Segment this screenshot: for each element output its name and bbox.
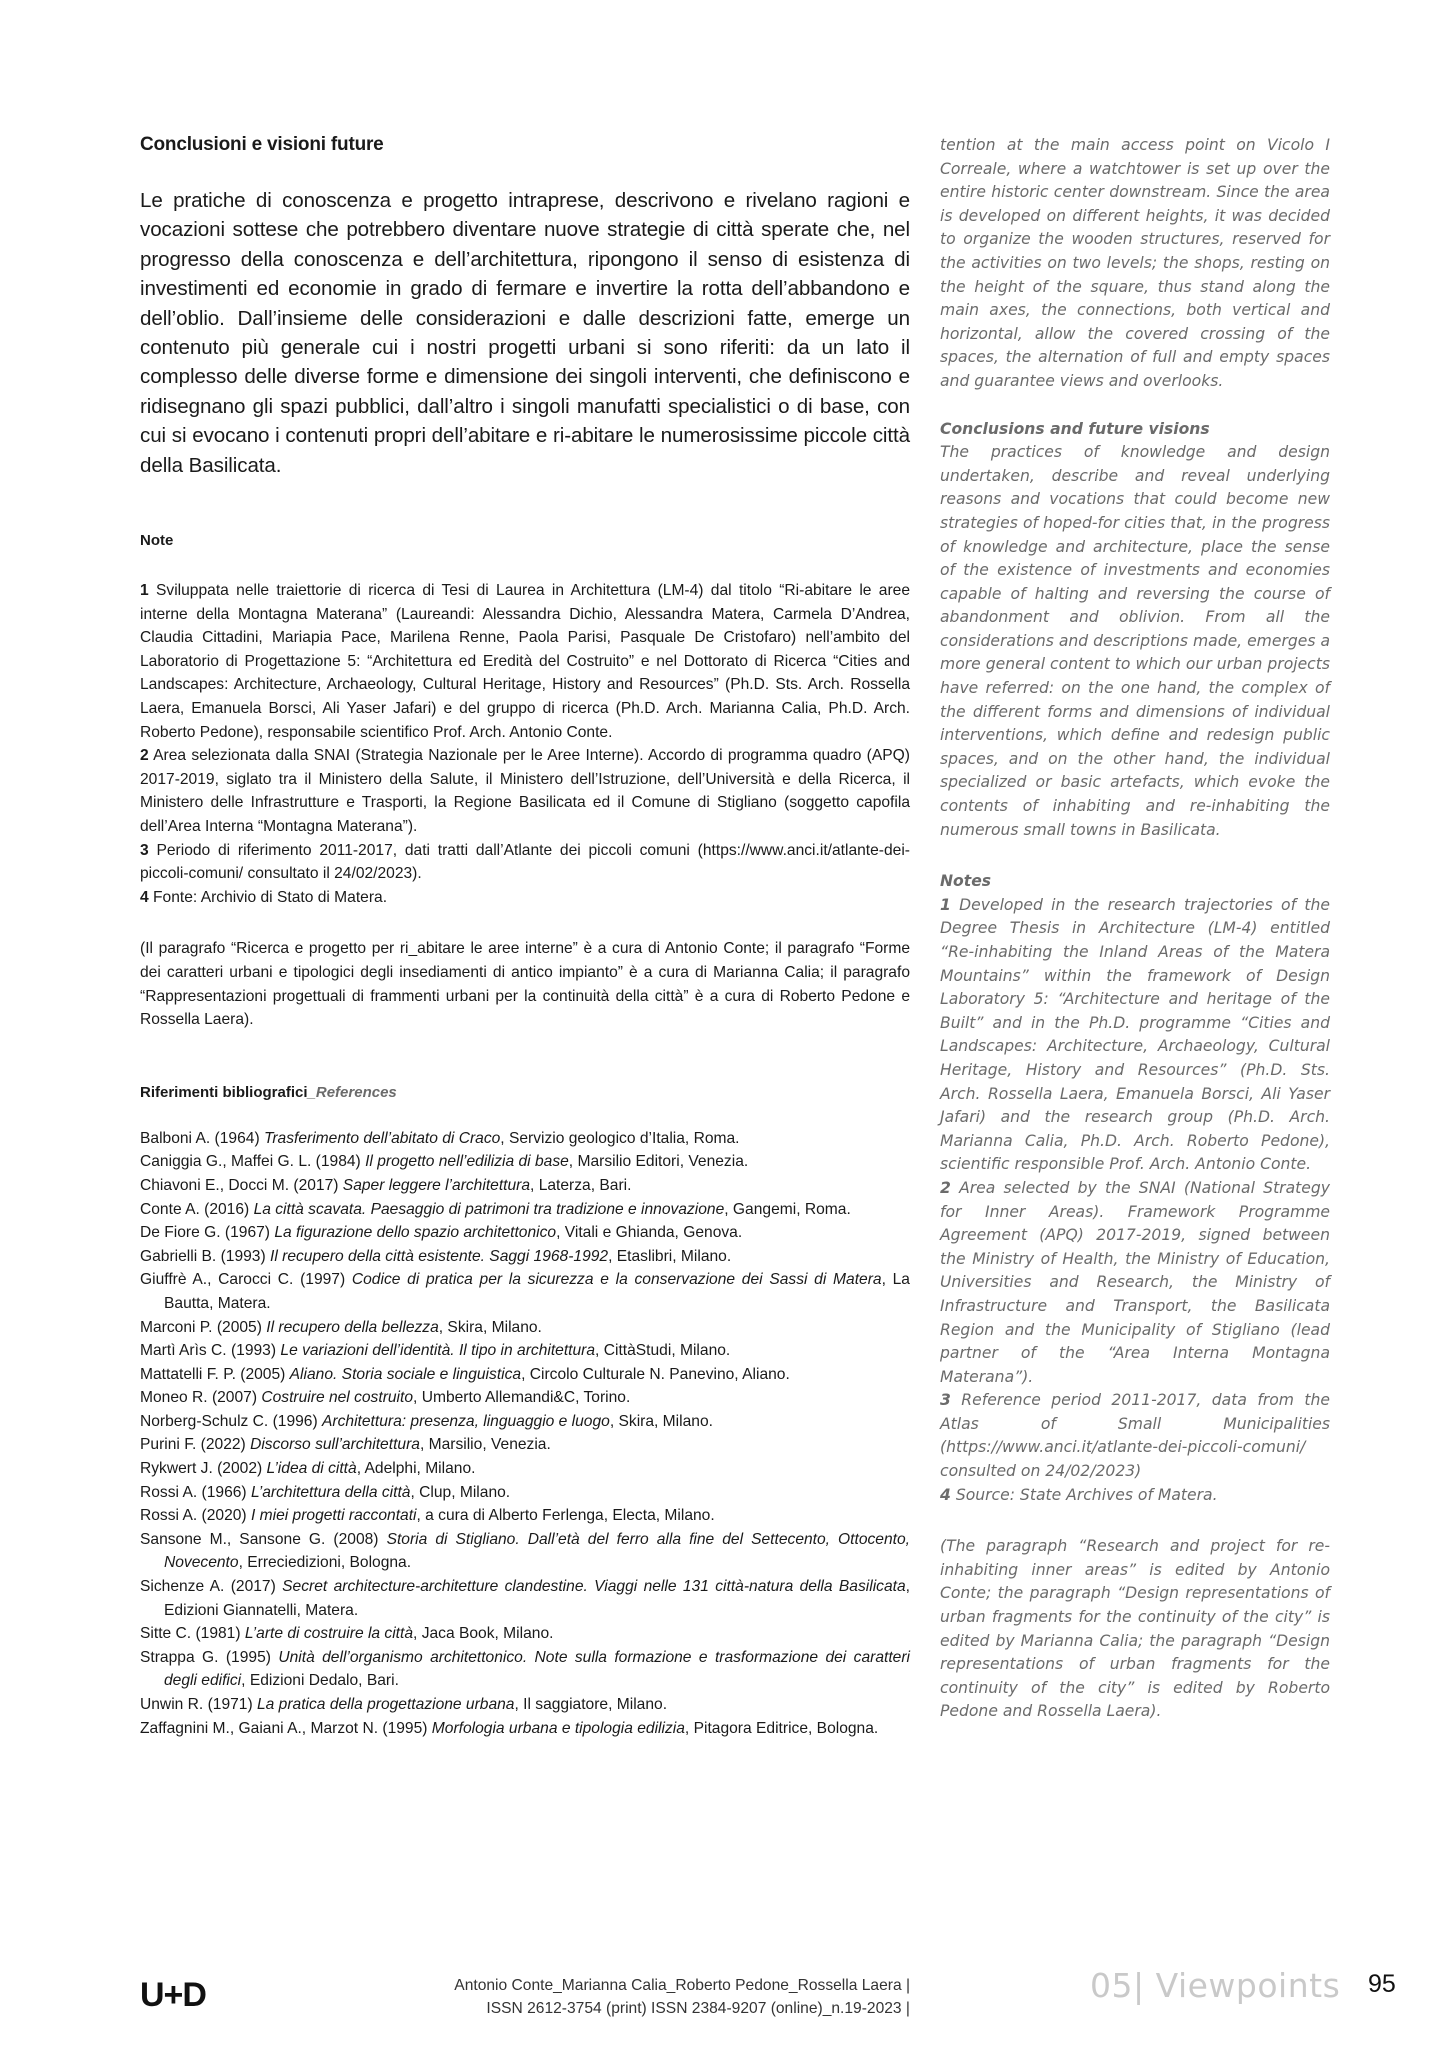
notes-list [140,579,910,909]
reference-item: Moneo R. (2007) Costruire nel costruito, Umberto Allemandi&C, Torino. [140,1389,631,1407]
reference-item: Rossi A. (2020) I miei progetti raccontati, a cura di Alberto Ferlenga, Electa, Milano. [140,1507,715,1525]
en-notes-heading: Notes [940,872,992,891]
reference-item: Chiavoni E., Docci M. (2017) Saper leggere l’architettura, Laterza, Bari. [140,1176,632,1194]
intro-paragraph: Le pratiche di conoscenza e progetto intraprese, descrivono e rivelano ragioni e vocazioni sottese che potrebbero diventare nuove strategie di città sperate che, nel progresso della conoscenza e dell’architettura, ripongono il senso di esistenza di investimenti ed economie in grado di fermare e invertire la rotta dell’abbandono e dell’oblio. Dall’insieme delle considerazioni e dalle descrizioni fatte, emerge un contenuto più generale cui i nostri progetti urbani si sono riferiti: da un lato il complesso delle diverse forme e dimensione dei singoli interventi, che definiscono e ridisegnano gli spazi pubblici, dall’altro i singoli manufatti specialistici o di base, con cui si evocano i contenuti propri dell’abitare e ri-abitare le numerosissime piccole città della Basilicata. [140,189,910,477]
reference-item: Gabrielli B. (1993) Il recupero della città esistente. Saggi 1968-1992, Etaslibri, Milano. [140,1247,732,1265]
reference-item: Strappa G. (1995) Unità dell’organismo architettonico. Note sulla formazione e trasformazione dei caratteri degli edifici, Edizioni Dedalo, Bari. [140,1648,910,1690]
en-conclusions-paragraph: The practices of knowledge and design undertaken, describe and reveal underlying reasons and vocations that could become new strategies of hoped-for cities that, in the progress of knowledge and architecture, place the sense of the existence of investments and economies capable of halting and reversing the course of abandonment and oblivion. From all the considerations and descriptions made, emerges a more general content to which our urban projects have referred: on the one hand, the complex of the different forms and dimensions of individual interventions, which define and redesign public spaces, and on the other hand, the individual specialized or basic artefacts, which evoke the contents of inhabiting and re-inhabiting the numerous small towns in Basilicata. [940,443,1331,839]
reference-item: Balboni A. (1964) Trasferimento dell’abitato di Craco, Servizio geologico d’Italia, Roma. [140,1129,740,1147]
en-note-item: 1 Developed in the research trajectories of the Degree Thesis in Architecture (LM-4) entitled “Re-inhabiting the Inland Areas of the Matera Mountains” within the framework of Design Laboratory 5: “Architecture and heritage of the Built” and in the Ph.D. programme “Cities and Landscapes: Architecture, Archaeology, Cultural Heritage, History and Resources” (Ph.D. Sts. Arch. Rossella Laera, Emanuela Borsci, Ali Yaser Jafari) and the research group (Ph.D. Arch. Marianna Calia, Ph.D. Arch. Roberto Pedone), scientific responsible Prof. Arch. Antonio Conte. [940,895,1330,1174]
reference-item: Purini F. (2022) Discorso sull’architettura, Marsilio, Venezia. [140,1436,551,1454]
references-heading: Riferimenti bibliografici_References [140,1083,397,1101]
en-conclusions-heading: Conclusions and future visions [940,419,1210,438]
reference-item: De Fiore G. (1967) La figurazione dello spazio architettonico, Vitali e Ghianda, Genova. [140,1224,743,1242]
footer-section-label: 05| Viewpoints [1090,1966,1341,2005]
note-item: 4 Fonte: Archivio di Stato di Matera. [140,888,388,906]
reference-item: Marconi P. (2005) Il recupero della bellezza, Skira, Milano. [140,1318,542,1336]
en-note-item: 2 Area selected by the SNAI (National Strategy for Inner Areas). Framework Programme Agreement (APQ) 2017-2019, signed between the Ministry of Health, the Ministry of Education, Universities and Research, the Ministry of Infrastructure and Transport, the Basilicata Region and the Municipality of Stigliano (lead partner of the “Area Interna Montagna Materana”). [940,1178,1330,1386]
section-title: Conclusioni e visioni future [140,134,384,155]
reference-item: Sitte C. (1981) L’arte di costruire la città, Jaca Book, Milano. [140,1625,554,1643]
footer-issn: ISSN 2612-3754 (print) ISSN 2384-9207 (online)_n.19-2023 | [486,2000,910,2017]
notes-heading: Note [140,532,174,550]
reference-item: Caniggia G., Maffei G. L. (1984) Il progetto nell’edilizia di base, Marsilio Editori, Venezia. [140,1153,749,1171]
reference-item: Martì Arìs C. (1993) Le variazioni dell’identità. Il tipo in architettura, CittàStudi, Milano. [140,1342,731,1360]
english-column [940,134,1330,1724]
note-item: 3 Periodo di riferimento 2011-2017, dati tratti dall’Atlante dei piccoli comuni (https://www.anci.it/atlante-dei-piccoli-comuni/ consultato il 24/02/2023). [140,841,910,883]
en-intro-paragraph: tention at the main access point on Vicolo I Correale, where a watchtower is set up over the entire historic center downstream. Since the area is developed on different heights, it was decided to organize the wooden structures, reserved for the activities on two levels; the shops, resting on the height of the square, thus stand along the main axes, the connections, both vertical and horizontal, allow the covered crossing of the spaces, the alternation of full and empty spaces and guarantee views and overlooks. [940,136,1330,390]
en-credits-paragraph: (The paragraph “Research and project for re-inhabiting inner areas” is edited by Antonio Conte; the paragraph “Design representations of urban fragments for the continuity of the city” is edited by Marianna Calia; the paragraph “Design representations of urban fragments for the continuity of the city” is edited by Roberto Pedone and Rossella Laera). [940,1537,1330,1721]
en-note-item: 4 Source: State Archives of Matera. [940,1485,1218,1504]
reference-item: Rykwert J. (2002) L’idea di città, Adelphi, Milano. [140,1460,476,1478]
footer-meta [380,1974,910,2020]
note-item: 1 Sviluppata nelle traiettorie di ricerca di Tesi di Laurea in Architettura (LM-4) dal titolo “Ri-abitare le aree interne della Montagna Materana” (Laureandi: Alessandra Dichio, Alessandra Matera, Carmela D’Andrea, Claudia Cittadini, Mariapia Pace, Marilena Renne, Paola Parisi, Pasquale De Cristofaro) nell’ambito del Laboratorio di Progettazione 5: “Architettura ed Eredità del Costruito” e nel Dottorato di Ricerca “Cities and Landscapes: Architecture, Archaeology, Cultural Heritage, History and Resources” (Ph.D. Sts. Arch. Rossella Laera, Emanuela Borsci, Ali Yaser Jafari) e del gruppo di ricerca (Ph.D. Arch. Marianna Calia, Ph.D. Arch. Roberto Pedone), responsabile scientifico Prof. Arch. Antonio Conte. [140,582,910,741]
reference-item: Sansone M., Sansone G. (2008) Storia di Stigliano. Dall’età del ferro alla fine del Settecento, Ottocento, Novecento, Erreciedizioni, Bologna. [140,1530,910,1572]
italian-column [140,134,910,1740]
credits-paragraph: (Il paragrafo “Ricerca e progetto per ri_abitare le aree interne” è a cura di Antonio Conte; il paragrafo “Forme dei caratteri urbani e tipologici degli insediamenti di antico impianto” è a cura di Marianna Calia; il paragrafo “Rappresentazioni progettuali di frammenti urbani per la continuità della città” è a cura di Roberto Pedone e Rossella Laera). [140,940,910,1029]
reference-item: Giuffrè A., Carocci C. (1997) Codice di pratica per la sicurezza e la conservazione dei Sassi di Matera, La Bautta, Matera. [140,1271,910,1312]
reference-item: Sichenze A. (2017) Secret architecture-architetture clandestine. Viaggi nelle 131 città-natura della Basilicata, Edizioni Giannatelli, Matera. [140,1578,910,1619]
reference-item: Rossi A. (1966) L’architettura della città, Clup, Milano. [140,1483,511,1501]
reference-item: Norberg-Schulz C. (1996) Architettura: presenza, linguaggio e luogo, Skira, Milano. [140,1412,713,1430]
note-item: 2 Area selezionata dalla SNAI (Strategia Nazionale per le Aree Interne). Accordo di programma quadro (APQ) 2017-2019, siglato tra il Ministero della Salute, il Ministero dell’Istruzione, dell’Università e della Ricerca, il Ministero delle Infrastrutture e Trasporti, la Regione Basilicata ed il Comune di Stigliano (soggetto capofila dell’Area Interna “Montagna Materana”). [140,747,910,835]
en-note-item: 3 Reference period 2011-2017, data from the Atlas of Small Municipalities (https://www.anci.it/atlante-dei-piccoli-comuni/ consulted on 24/02/2023) [940,1391,1330,1481]
journal-logo: U+D [140,1976,206,2014]
footer-authors: Antonio Conte_Marianna Calia_Roberto Pedone_Rossella Laera | [454,1977,910,1994]
page-number: 95 [1368,1970,1396,1998]
reference-item: Mattatelli F. P. (2005) Aliano. Storia sociale e linguistica, Circolo Culturale N. Panevino, Aliano. [140,1365,790,1383]
reference-item: Unwin R. (1971) La pratica della progettazione urbana, Il saggiatore, Milano. [140,1696,668,1713]
references-list [140,1127,910,1740]
reference-item: Conte A. (2016) La città scavata. Paesaggio di patrimoni tra tradizione e innovazione, Gangemi, Roma. [140,1200,851,1218]
reference-item: Zaffagnini M., Gaiani A., Marzot N. (1995) Morfologia urbana e tipologia edilizia, Pitagora Editrice, Bologna. [140,1719,879,1737]
